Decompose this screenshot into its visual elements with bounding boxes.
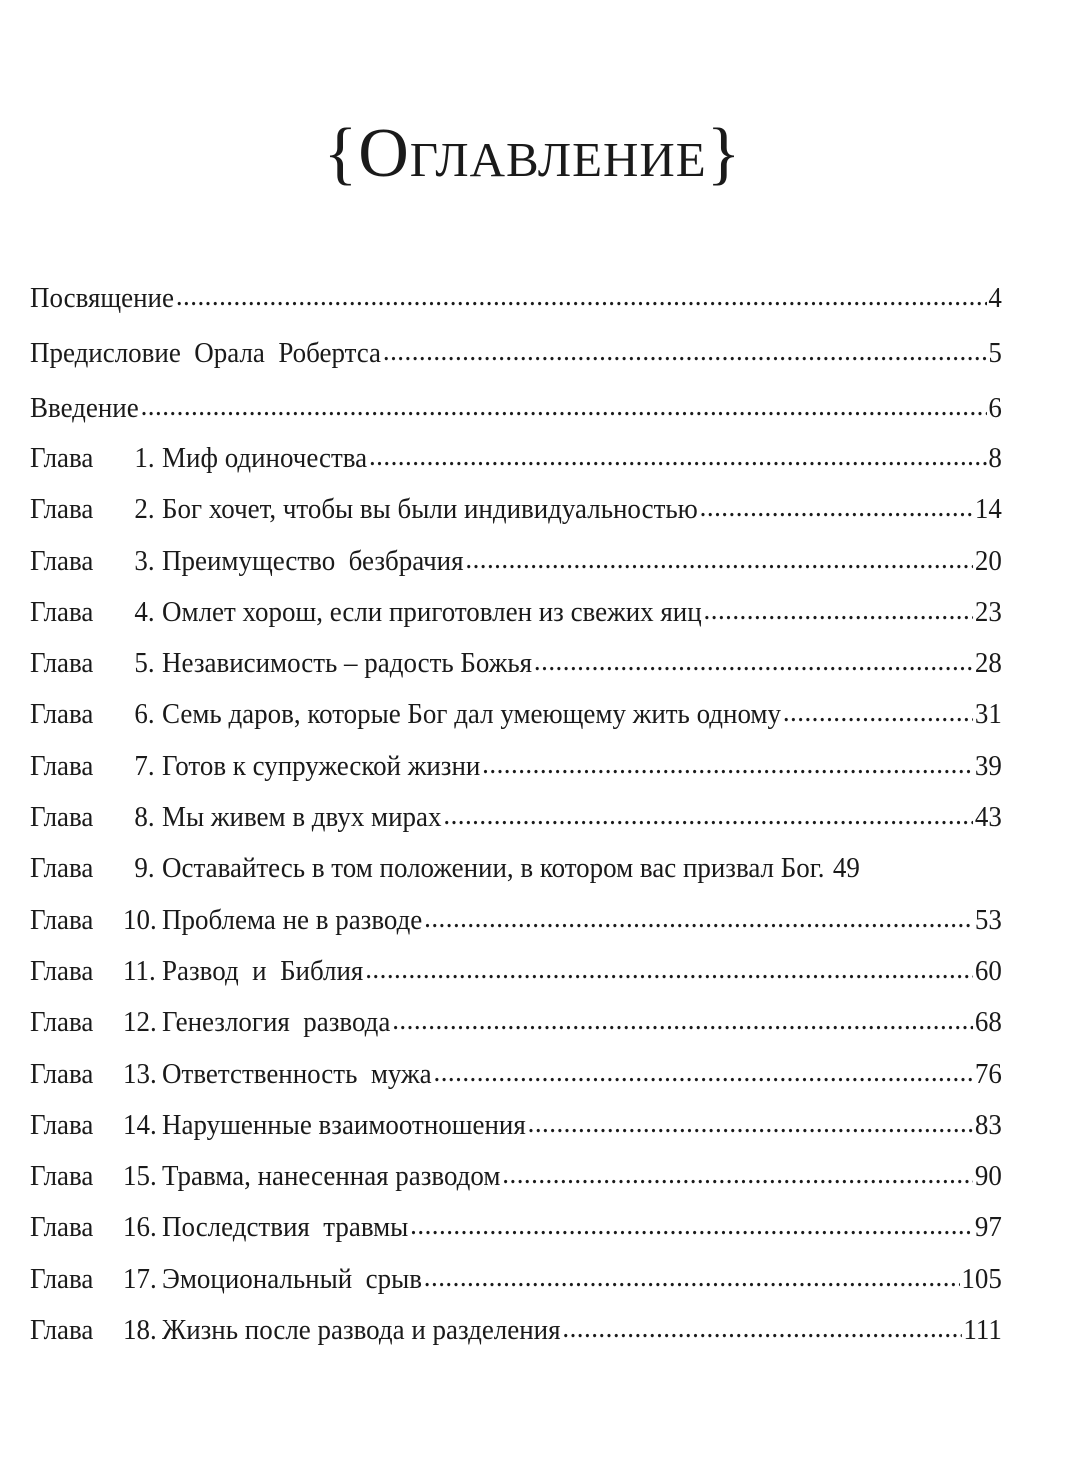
page-number: 31 [974, 698, 1002, 731]
chapter-entry [30, 904, 1002, 955]
chapter-title: Оставайтесь в том положении, в котором вас призвал Бог. [162, 852, 825, 885]
chapter-number: 12. [123, 1006, 157, 1039]
chapter-number: 3. [134, 544, 155, 577]
dot-leader [562, 1312, 961, 1345]
page-number: 83 [974, 1108, 1002, 1141]
chapter-title: Развод и Библия [162, 954, 364, 987]
dot-leader [176, 280, 987, 313]
chapter-prefix: Глава [30, 1262, 94, 1295]
chapter-entry [30, 1109, 1002, 1160]
chapter-title: Миф одиночества [162, 442, 368, 474]
page-number: 20 [974, 544, 1002, 577]
dot-leader [700, 491, 973, 524]
dot-leader [365, 953, 973, 986]
chapter-entry [30, 493, 1002, 544]
chapter-prefix: Глава [30, 647, 94, 680]
chapter-prefix: Глава [30, 1057, 94, 1090]
chapter-number: 9. [134, 852, 155, 885]
page-title: {Оглавление} [323, 114, 742, 192]
chapter-prefix: Глава [30, 1211, 94, 1244]
chapter-prefix: Глава [30, 1160, 94, 1193]
chapter-entry [30, 1263, 1002, 1314]
dot-leader [410, 1209, 973, 1242]
chapter-prefix: Глава [30, 595, 94, 628]
dot-leader [502, 1158, 973, 1191]
page-number: 8 [988, 442, 1002, 474]
chapter-entry [30, 750, 1002, 801]
dot-leader [528, 1107, 973, 1140]
chapter-title: Готов к супружеской жизни [162, 749, 481, 782]
chapter-number: 2. [134, 493, 155, 526]
chapter-prefix: Глава [30, 442, 94, 474]
chapter-title: Эмоциональный срыв [162, 1262, 422, 1295]
chapter-title: Травма, нанесенная разводом [162, 1160, 501, 1193]
page-number: 39 [974, 749, 1002, 782]
chapter-entry [30, 1314, 1002, 1365]
chapter-entry [30, 698, 1002, 749]
chapter-entry [30, 801, 1002, 852]
chapter-number: 18. [123, 1314, 157, 1347]
chapter-title: Семь даров, которые Бог дал умеющему жить одному [162, 698, 781, 731]
chapter-title: Последствия травмы [162, 1211, 409, 1244]
chapter-title: Омлет хорош, если приготовлен из свежих яиц [162, 595, 702, 628]
table-of-contents [30, 282, 1002, 447]
chapter-list [30, 442, 1002, 1365]
page-number: 5 [988, 337, 1002, 369]
page-number: 43 [974, 801, 1002, 834]
chapter-entry [30, 1211, 1002, 1262]
dot-leader [392, 1004, 973, 1037]
entry-title: Предисловие Орала Робертса [30, 337, 382, 369]
chapter-number: 5. [134, 647, 155, 680]
dot-leader [424, 1261, 960, 1294]
chapter-number: 1. [134, 442, 155, 474]
dot-leader [465, 543, 973, 576]
toc-entry [30, 392, 1002, 447]
chapter-title: Жизнь после развода и разделения [162, 1314, 561, 1347]
chapter-title: Преимущество безбрачия [162, 544, 464, 577]
chapter-title: Нарушенные взаимоотношения [162, 1108, 526, 1141]
toc-entry [30, 337, 1002, 392]
chapter-entry [30, 647, 1002, 698]
chapter-number: 6. [134, 698, 155, 731]
page-number: 4 [988, 282, 1002, 314]
chapter-prefix: Глава [30, 493, 94, 526]
dot-leader [482, 748, 973, 781]
entry-title: Введение [30, 392, 139, 424]
chapter-prefix: Глава [30, 852, 94, 885]
page-number: 6 [988, 392, 1002, 424]
chapter-entry [30, 1006, 1002, 1057]
dot-leader [434, 1056, 974, 1089]
page-number: 76 [974, 1057, 1002, 1090]
page-number: 111 [963, 1314, 1002, 1347]
dot-leader [383, 335, 987, 368]
page-number: 28 [974, 647, 1002, 680]
page-number: 60 [974, 954, 1002, 987]
dot-leader [783, 696, 973, 729]
chapter-entry [30, 1160, 1002, 1211]
chapter-prefix: Глава [30, 801, 94, 834]
chapter-prefix: Глава [30, 903, 94, 936]
chapter-number: 4. [134, 595, 155, 628]
chapter-prefix: Глава [30, 1314, 94, 1347]
chapter-prefix: Глава [30, 1108, 94, 1141]
page-number: 23 [974, 595, 1002, 628]
page-number: 14 [974, 493, 1002, 526]
chapter-prefix: Глава [30, 698, 94, 731]
dot-leader [424, 902, 973, 935]
chapter-number: 17. [123, 1262, 157, 1295]
chapter-number: 16. [123, 1211, 157, 1244]
chapter-number: 11. [123, 954, 156, 987]
chapter-entry [30, 1058, 1002, 1109]
chapter-entry [30, 442, 1002, 493]
page-number: 97 [974, 1211, 1002, 1244]
dot-leader [704, 594, 973, 627]
chapter-prefix: Глава [30, 954, 94, 987]
chapter-prefix: Глава [30, 749, 94, 782]
chapter-number: 14. [123, 1108, 157, 1141]
page-number: 49 [832, 852, 860, 885]
chapter-title: Мы живем в двух мирах [162, 801, 442, 834]
dot-leader [534, 645, 973, 678]
chapter-entry [30, 596, 1002, 647]
chapter-prefix: Глава [30, 1006, 94, 1039]
chapter-entry [30, 852, 1002, 903]
chapter-number: 8. [134, 801, 155, 834]
page-number: 53 [974, 903, 1002, 936]
page-number: 105 [961, 1262, 1002, 1295]
dot-leader [141, 390, 987, 423]
chapter-number: 7. [134, 749, 155, 782]
chapter-number: 10. [123, 903, 157, 936]
chapter-title: Проблема не в разводе [162, 903, 423, 936]
chapter-entry [30, 545, 1002, 596]
chapter-title: Независимость – радость Божья [162, 647, 533, 680]
chapter-number: 15. [123, 1160, 157, 1193]
chapter-entry [30, 955, 1002, 1006]
entry-title: Посвящение [30, 282, 174, 314]
toc-entry [30, 282, 1002, 337]
dot-leader [369, 440, 987, 473]
chapter-title: Генезлогия развода [162, 1006, 391, 1039]
chapter-number: 13. [123, 1057, 157, 1090]
chapter-title: Ответственность мужа [162, 1057, 432, 1090]
page-number: 68 [974, 1006, 1002, 1039]
chapter-prefix: Глава [30, 544, 94, 577]
dot-leader [443, 799, 973, 832]
page-number: 90 [974, 1160, 1002, 1193]
chapter-title: Бог хочет, чтобы вы были индивидуальностью [162, 493, 698, 526]
